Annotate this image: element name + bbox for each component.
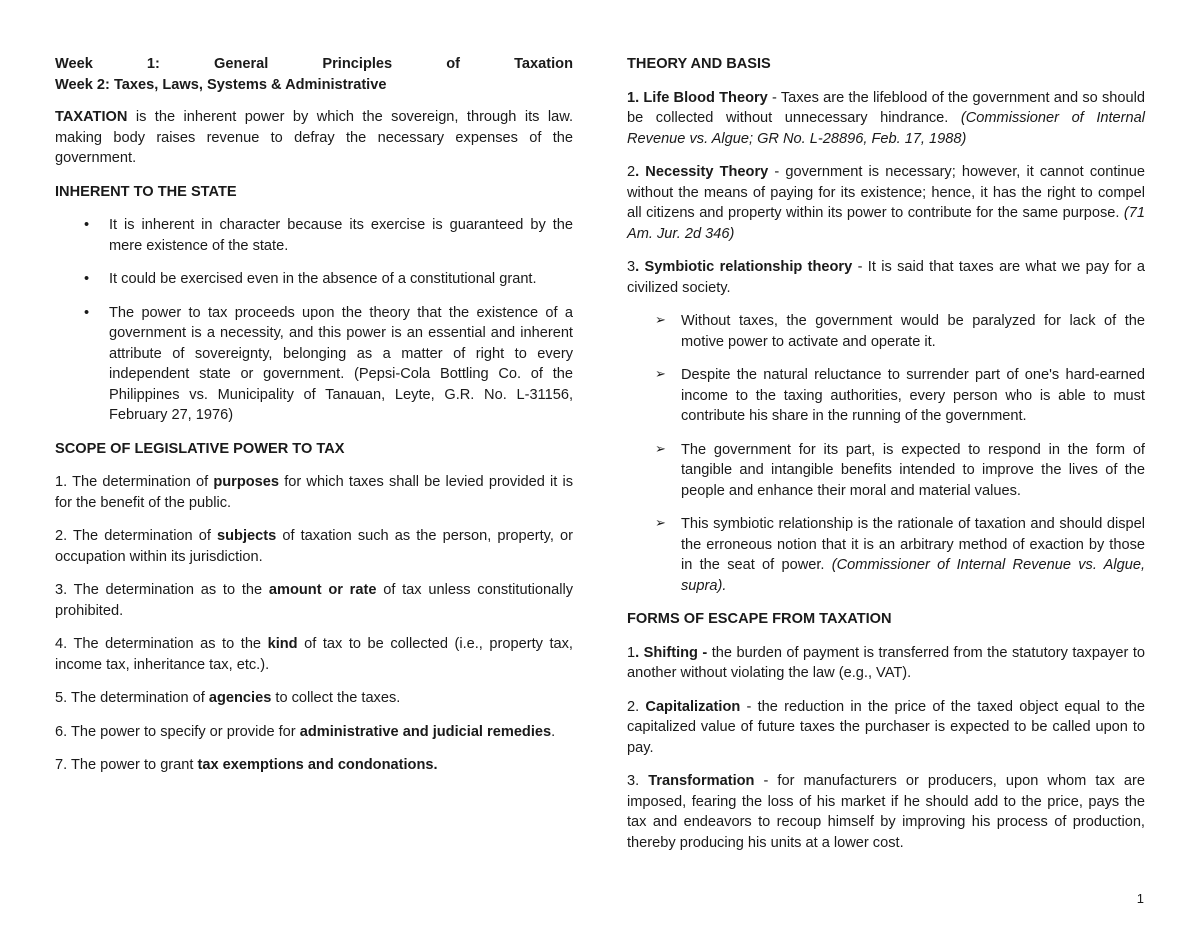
scope-text: 6. The power to specify or provide for <box>55 723 300 740</box>
scope-item-3 <box>55 580 573 621</box>
symbiotic-list <box>627 311 1145 596</box>
escape-number: 2. <box>627 698 646 715</box>
symbiotic-item <box>627 514 1145 596</box>
symbiotic-theory <box>627 257 1145 298</box>
scope-text: 4. The determination as to the <box>55 636 268 652</box>
page-number: 1 <box>1136 891 1144 906</box>
right-column <box>627 54 1145 866</box>
theory-citation: (Commissioner of Internal Revenue vs. Algue; GR No. L-28896, Feb. 17, 1988) <box>627 110 1145 147</box>
escape-item-capitalization <box>627 697 1145 759</box>
scope-item-4 <box>55 634 573 675</box>
escape-item-shifting <box>627 643 1145 684</box>
scope-text: of tax unless constitutionally prohibited. <box>55 582 574 619</box>
week-1-heading: Week 1: General Principles of Taxation <box>55 56 573 72</box>
necessity-theory <box>627 162 1145 244</box>
taxation-term: TAXATION <box>55 109 128 125</box>
scope-bold: kind <box>267 636 298 652</box>
scope-item-7 <box>55 755 573 776</box>
escape-text: - for manufacturers or producers, upon whom tax are imposed, fearing the loss of his market if he should add to the price, pays the tax and endeavors to recoup himself by improving his process of production, thereby producing his units at a lower cost. <box>627 773 1145 851</box>
symbiotic-item <box>627 440 1145 502</box>
scope-item-6 <box>55 722 573 743</box>
scope-text: 1. The determination of <box>55 474 214 490</box>
scope-text: 2. The determination of <box>55 528 218 544</box>
scope-item-1 <box>55 472 573 513</box>
symbiotic-item-text: Without taxes, the government would be paralyzed for lack of the motive power to activate and operate it. <box>681 313 1145 350</box>
scope-text: to collect the taxes. <box>271 690 401 706</box>
scope-text: 3. The determination as to the <box>55 582 269 598</box>
escape-label: Transformation <box>648 773 755 789</box>
escape-number: 3. <box>627 773 649 789</box>
theory-text: - Taxes are the lifeblood of the government and so should be collected without unnecessary hindrance. <box>627 89 1145 126</box>
escape-heading: FORMS OF ESCAPE FROM TAXATION <box>627 611 892 627</box>
scope-item-5 <box>55 688 573 709</box>
life-blood-theory <box>627 88 1145 150</box>
taxation-definition <box>55 107 573 169</box>
theory-heading: THEORY AND BASIS <box>627 56 771 72</box>
theory-text: - It is said that taxes are what we pay for a civilized society. <box>627 259 1145 296</box>
scope-bold: tax exemptions and condonations. <box>197 757 438 773</box>
inherent-item: • The power to tax proceeds upon the theory that the existence of a government is a necessity, and this power is an essential and inherent attribute of sovereignty, belonging as a matter of right to every independent state or government. (Pepsi-Cola Bottling Co. of the Philippines vs. Municipality of Tanauan, Leyte, G.R. No. L-31156, February 27, 1976) <box>55 303 573 426</box>
theory-number: 3 <box>627 259 636 275</box>
theory-label: 1. Life Blood Theory <box>627 89 768 106</box>
scope-bold: subjects <box>217 528 277 544</box>
taxation-definition-text: is the inherent power by which the sovereign, through its law. making body raises revenue to defray the necessary expenses of the government. <box>55 109 573 166</box>
inherent-item: • It could be exercised even in the absence of a constitutional grant. <box>55 269 573 290</box>
scope-text: for which taxes shall be levied provided it is for the benefit of the public. <box>55 474 573 511</box>
scope-bold: amount or rate <box>268 582 377 598</box>
scope-text: . <box>551 723 556 740</box>
symbiotic-item-text: The government for its part, is expected to respond in the form of tangible and intangible benefits intended to improve the lives of the people and enhance their moral and material values. <box>681 441 1145 499</box>
scope-heading: SCOPE OF LEGISLATIVE POWER TO TAX <box>55 440 345 457</box>
theory-citation: (71 Am. Jur. 2d 346) <box>627 205 1145 242</box>
escape-number: 1 <box>627 644 636 661</box>
scope-item-2 <box>55 526 573 567</box>
scope-text: 7. The power to grant <box>55 757 198 773</box>
symbiotic-item <box>627 311 1145 352</box>
escape-text: - the reduction in the price of the taxed object equal to the capitalized value of future taxes the purchaser is expected to be called upon to pay. <box>627 698 1145 756</box>
inherent-item: • It is inherent in character because its exercise is guaranteed by the mere existence of the state. <box>55 215 573 256</box>
symbiotic-item-text: This symbiotic relationship is the rationale of taxation and should dispel the erroneous notion that it is an arbitrary method of exaction by those in the seat of power. <box>681 516 1145 573</box>
theory-text: - government is necessary; however, it cannot continue without the means of paying for its existence; hence, it has the right to compel all citizens and property within its power to contribute for the same purpose. <box>627 164 1145 221</box>
week-2-heading: Week 2: Taxes, Laws, Systems & Administrative <box>55 76 387 93</box>
scope-bold: administrative and judicial remedies <box>299 723 552 740</box>
left-column <box>55 54 573 789</box>
scope-bold: purposes <box>213 474 280 490</box>
symbiotic-item-text: Despite the natural reluctance to surrender part of one's hard-earned income to the taxing authorities, every person who is able to must contribute his share in the running of the government. <box>681 367 1145 424</box>
theory-label: . Necessity Theory <box>635 164 769 180</box>
escape-item-transformation <box>627 771 1145 853</box>
escape-label: . Shifting - <box>635 644 712 661</box>
scope-bold: agencies <box>208 690 272 706</box>
scope-text: of taxation such as the person, property, or occupation within its jurisdiction. <box>55 528 573 565</box>
scope-text: 5. The determination of <box>55 690 209 706</box>
escape-text: the burden of payment is transferred from the statutory taxpayer to another without violating the law (e.g., VAT). <box>627 644 1145 681</box>
scope-text: of tax to be collected (i.e., property tax, income tax, inheritance tax, etc.). <box>55 636 573 673</box>
escape-label: Capitalization <box>645 698 741 715</box>
symbiotic-item-citation: (Commissioner of Internal Revenue vs. Algue, supra). <box>681 557 1145 594</box>
inherent-list <box>55 215 573 426</box>
theory-label: . Symbiotic relationship theory <box>635 259 853 275</box>
symbiotic-item <box>627 365 1145 427</box>
theory-number: 2 <box>627 164 636 180</box>
inherent-heading: INHERENT TO THE STATE <box>55 183 237 200</box>
